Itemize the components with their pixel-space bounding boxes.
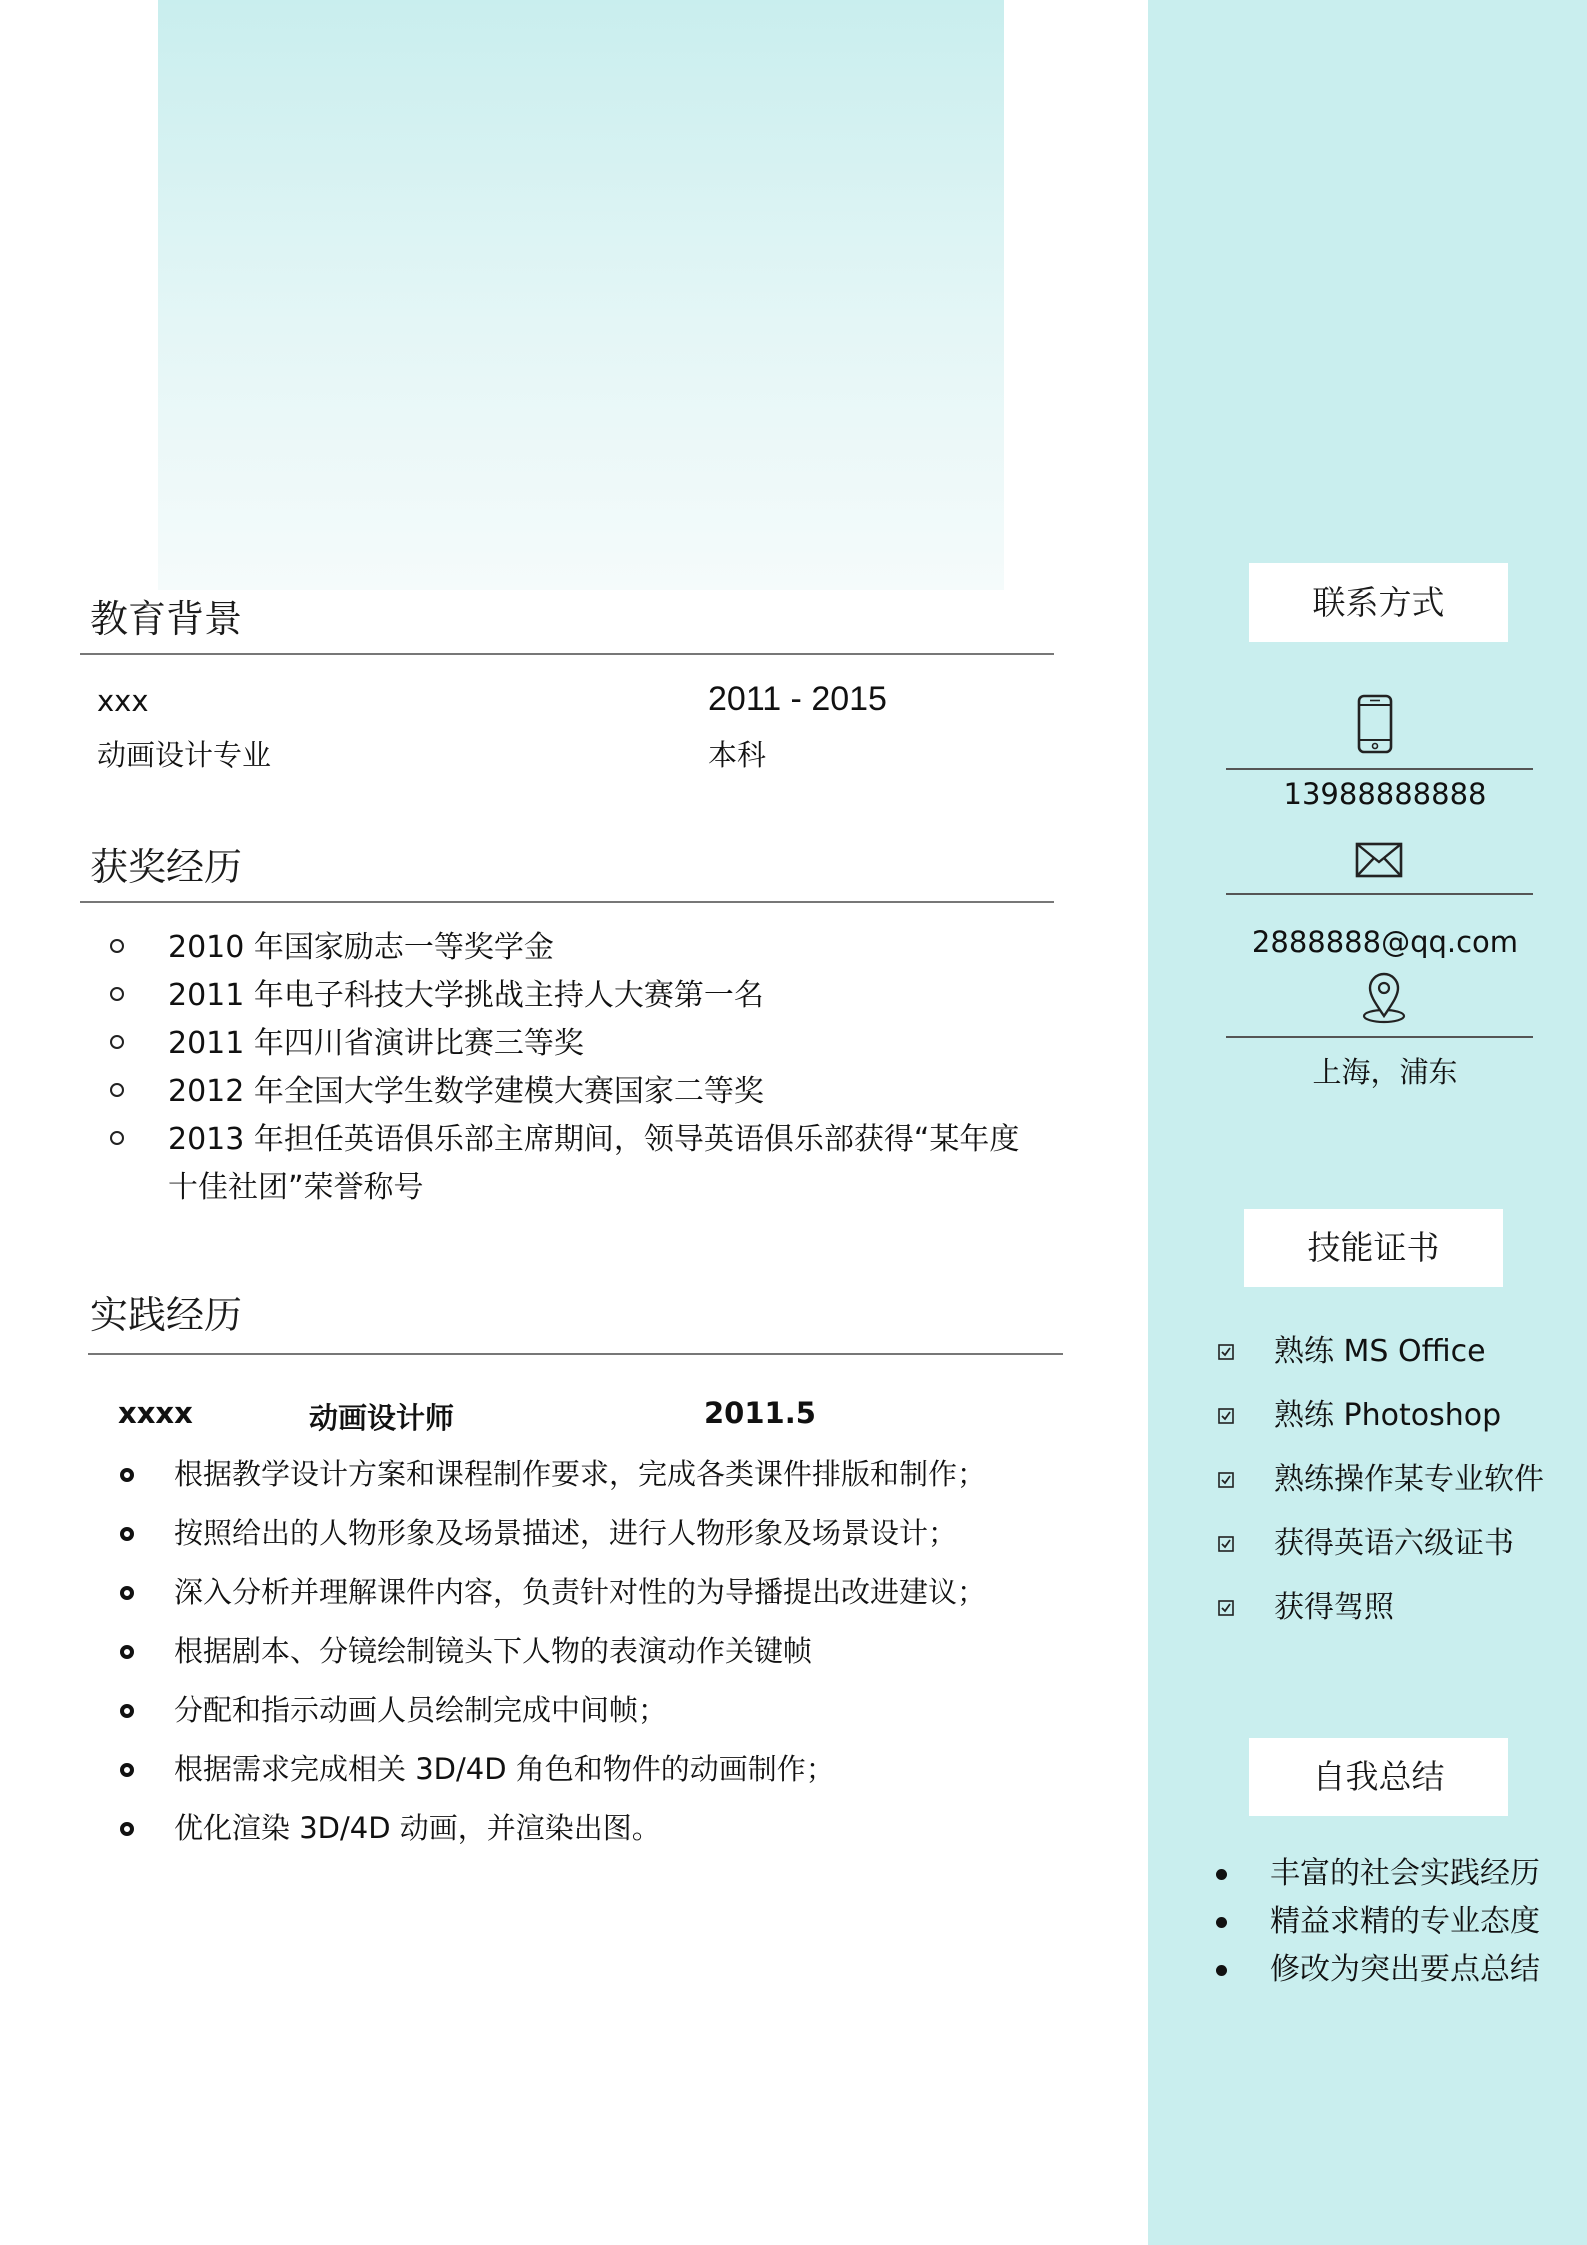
practice-divider <box>88 1353 1063 1355</box>
summary-item: 精益求精的专业态度 <box>1212 1898 1582 1946</box>
award-item: 2011 年电子科技大学挑战主持人大赛第一名 <box>100 972 1030 1020</box>
education-period: 2011 - 2015 <box>708 680 887 718</box>
location-icon <box>1360 972 1408 1024</box>
summary-list <box>1212 1850 1582 1994</box>
duty-item: 优化渲染 3D/4D 动画，并渲染出图。 <box>116 1804 1056 1863</box>
duty-item: 根据需求完成相关 3D/4D 角色和物件的动画制作； <box>116 1745 1056 1804</box>
ring-bullet-icon <box>120 1822 134 1836</box>
circle-bullet-icon <box>110 987 124 1001</box>
ring-bullet-icon <box>120 1586 134 1600</box>
practice-date: 2011.5 <box>704 1396 816 1430</box>
header-banner <box>158 0 1004 590</box>
dot-bullet-icon <box>1216 1917 1227 1928</box>
circle-bullet-icon <box>110 1131 124 1145</box>
contact-title: 联系方式 <box>1249 563 1508 642</box>
ring-bullet-icon <box>120 1645 134 1659</box>
practice-company: xxxx <box>118 1396 193 1430</box>
education-major: 动画设计专业 <box>97 738 272 772</box>
education-degree: 本科 <box>708 738 767 772</box>
practice-position: 动画设计师 <box>309 1401 455 1435</box>
duty-item: 深入分析并理解课件内容，负责针对性的为导播提出改进建议； <box>116 1568 1056 1627</box>
ring-bullet-icon <box>120 1704 134 1718</box>
summary-item: 丰富的社会实践经历 <box>1212 1850 1582 1898</box>
circle-bullet-icon <box>110 1035 124 1049</box>
skill-item: 熟练 MS Office <box>1218 1328 1578 1392</box>
checkbox-icon <box>1218 1344 1234 1360</box>
checkbox-icon <box>1218 1472 1234 1488</box>
education-divider <box>80 653 1054 655</box>
ring-bullet-icon <box>120 1527 134 1541</box>
ring-bullet-icon <box>120 1763 134 1777</box>
awards-title: 获奖经历 <box>90 845 243 889</box>
checkbox-icon <box>1218 1408 1234 1424</box>
duty-item: 按照给出的人物形象及场景描述，进行人物形象及场景设计； <box>116 1509 1056 1568</box>
phone-divider <box>1226 768 1533 770</box>
contact-address: 上海，浦东 <box>1312 1055 1458 1089</box>
contact-email: 2888888@qq.com <box>1251 925 1519 959</box>
checkbox-icon <box>1218 1536 1234 1552</box>
mail-divider <box>1226 893 1533 895</box>
practice-duties <box>116 1450 1056 1863</box>
circle-bullet-icon <box>110 1083 124 1097</box>
skills-list <box>1218 1328 1578 1648</box>
ring-bullet-icon <box>120 1468 134 1482</box>
duty-item: 分配和指示动画人员绘制完成中间帧； <box>116 1686 1056 1745</box>
mail-icon <box>1355 842 1403 878</box>
location-divider <box>1226 1036 1533 1038</box>
skill-item: 获得驾照 <box>1218 1584 1578 1648</box>
skill-item: 熟练 Photoshop <box>1218 1392 1578 1456</box>
award-item: 2013 年担任英语俱乐部主席期间，领导英语俱乐部获得“某年度十佳社团”荣誉称号 <box>100 1116 1038 1212</box>
skill-item: 熟练操作某专业软件 <box>1218 1456 1578 1520</box>
duty-item: 根据教学设计方案和课程制作要求，完成各类课件排版和制作； <box>116 1450 1056 1509</box>
award-item: 2011 年四川省演讲比赛三等奖 <box>100 1020 1030 1068</box>
practice-title: 实践经历 <box>90 1293 243 1337</box>
awards-list <box>100 924 1030 1212</box>
education-school: xxx <box>97 684 149 718</box>
summary-item: 修改为突出要点总结 <box>1212 1946 1582 1994</box>
skills-title: 技能证书 <box>1244 1209 1503 1287</box>
circle-bullet-icon <box>110 939 124 953</box>
dot-bullet-icon <box>1216 1869 1227 1880</box>
skill-item: 获得英语六级证书 <box>1218 1520 1578 1584</box>
checkbox-icon <box>1218 1600 1234 1616</box>
duty-item: 根据剧本、分镜绘制镜头下人物的表演动作关键帧 <box>116 1627 1056 1686</box>
award-item: 2010 年国家励志一等奖学金 <box>100 924 1030 972</box>
award-item: 2012 年全国大学生数学建模大赛国家二等奖 <box>100 1068 1030 1116</box>
summary-title: 自我总结 <box>1249 1738 1508 1816</box>
dot-bullet-icon <box>1216 1965 1227 1976</box>
education-title: 教育背景 <box>90 597 243 641</box>
awards-divider <box>80 901 1054 903</box>
contact-phone: 13988888888 <box>1283 777 1487 811</box>
phone-icon <box>1357 694 1393 754</box>
